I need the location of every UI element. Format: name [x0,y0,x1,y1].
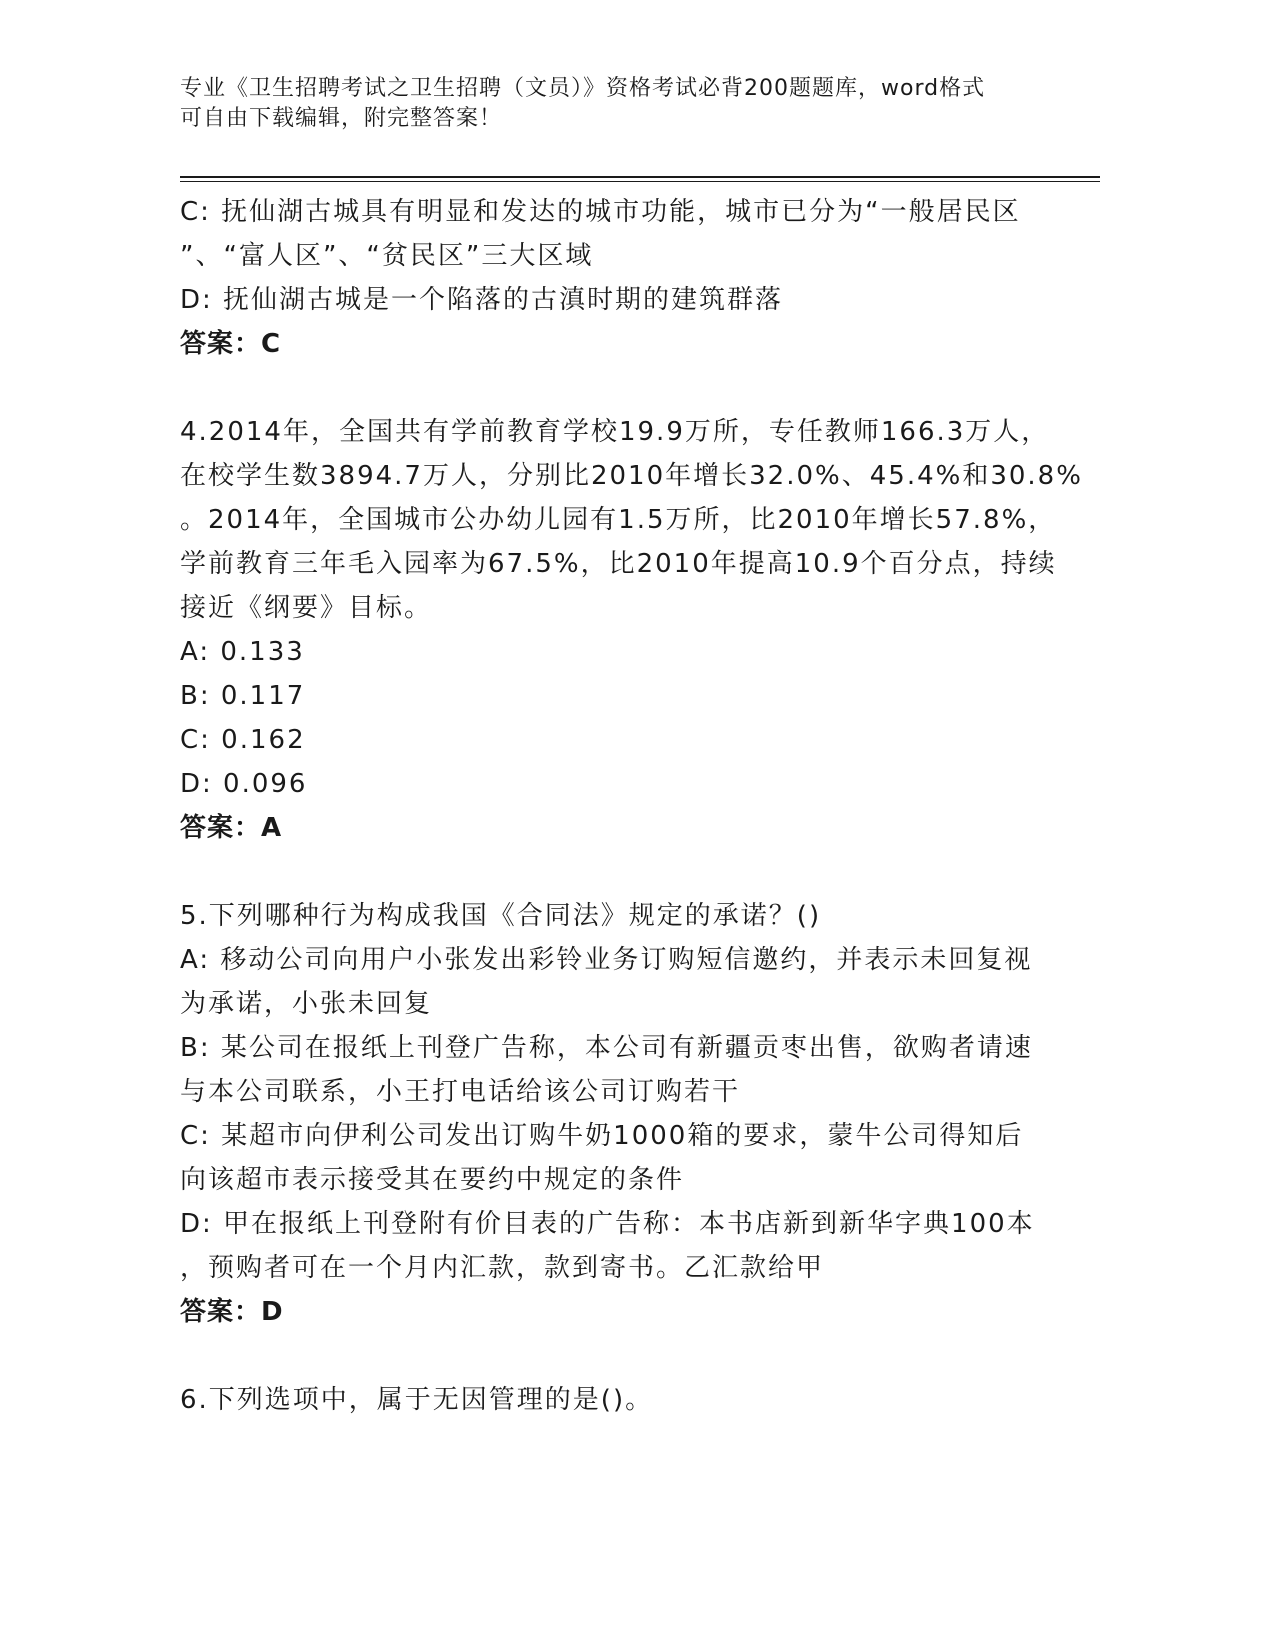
option-b-line-2: 与本公司联系，小王打电话给该公司订购若干 [180,1077,741,1107]
question-4-stem-line-1: 4.2014年，全国共有学前教育学校19.9万所，专任教师166.3万人， [180,417,1050,447]
header-divider-thick [180,176,1100,178]
question-spacer [180,366,1060,410]
question-4 [180,410,1083,850]
option-d-line-2: ，预购者可在一个月内汇款，款到寄书。乙汇款给甲 [180,1253,825,1283]
question-spacer [180,1334,1060,1378]
question-3 [180,190,1060,366]
question-4-stem-line-2: 在校学生数3894.7万人，分别比2010年增长32.0%、45.4%和30.8% [180,461,1083,491]
question-spacer [180,850,1060,894]
question-4-stem-line-3: 。2014年，全国城市公办幼儿园有1.5万所，比2010年增长57.8%， [180,505,1057,535]
header-title-line-2: 可自由下载编辑，附完整答案！ [180,106,503,131]
question-4-stem-line-5: 接近《纲要》目标。 [180,593,433,623]
question-4-stem-line-4: 学前教育三年毛入园率为67.5%，比2010年提高10.9个百分点，持续 [180,549,1057,579]
option-b-line-1: B: 某公司在报纸上刊登广告称，本公司有新疆贡枣出售，欲购者请速 [180,1033,1033,1063]
option-c-line-2: ”、“富人区”、“贫民区”三大区域 [180,241,594,271]
question-6 [180,1378,1060,1422]
question-content [180,190,1083,1422]
option-a-line-2: 为承诺，小张未回复 [180,989,433,1019]
option-a: A: 0.133 [180,637,305,667]
answer-q3: 答案：C [180,329,282,359]
question-6-stem: 6.下列选项中，属于无因管理的是()。 [180,1385,654,1415]
page-header [180,74,1040,134]
option-c-line-2: 向该超市表示接受其在要约中规定的条件 [180,1165,685,1195]
option-b: B: 0.117 [180,681,306,711]
option-c: C: 0.162 [180,725,306,755]
option-c-line-1: C: 某超市向伊利公司发出订购牛奶1000箱的要求，蒙牛公司得知后 [180,1121,1024,1151]
question-5-stem: 5.下列哪种行为构成我国《合同法》规定的承诺？() [180,901,822,931]
header-title-line-1: 专业《卫生招聘考试之卫生招聘（文员）》资格考试必背200题题库，word格式 [180,76,986,101]
option-d-line-1: D: 甲在报纸上刊登附有价目表的广告称：本书店新到新华字典100本 [180,1209,1035,1239]
option-c-line-1: C: 抚仙湖古城具有明显和发达的城市功能，城市已分为“一般居民区 [180,197,1021,227]
option-a-line-1: A: 移动公司向用户小张发出彩铃业务订购短信邀约，并表示未回复视 [180,945,1033,975]
option-d: D: 0.096 [180,769,308,799]
question-5 [180,894,1060,1334]
answer-q5: 答案：D [180,1297,284,1327]
answer-q4: 答案：A [180,813,283,843]
header-divider-thin [180,181,1100,182]
option-d: D: 抚仙湖古城是一个陷落的古滇时期的建筑群落 [180,285,784,315]
